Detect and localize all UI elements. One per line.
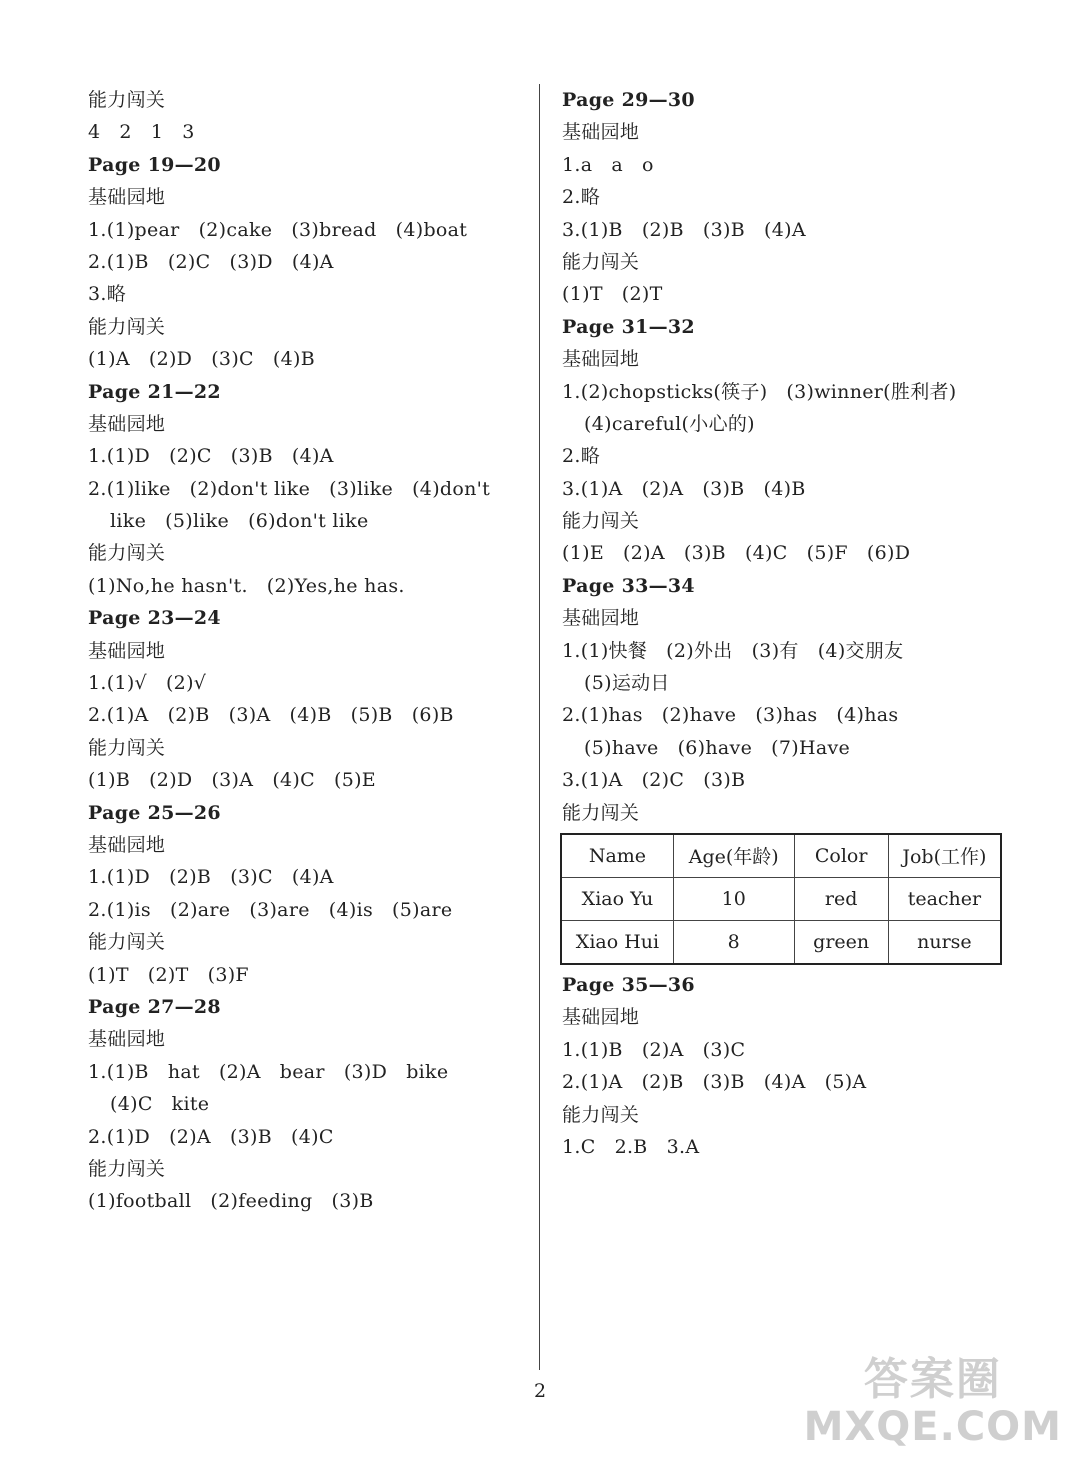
answer-line: (4)careful(小心的) xyxy=(584,412,755,435)
answer-line: 基础园地 xyxy=(562,121,640,144)
section-heading: Page 23—24 xyxy=(88,607,221,630)
answer-line: (5)have (6)have (7)Have xyxy=(584,736,851,759)
answer-line: 基础园地 xyxy=(562,1006,640,1029)
section-heading: Page 35—36 xyxy=(562,973,695,996)
answer-line: 基础园地 xyxy=(88,412,166,435)
answer-line: 3.(1)B (2)B (3)B (4)A xyxy=(562,218,806,241)
watermark-en: MXQE.COM xyxy=(803,1404,1062,1450)
watermark-logo xyxy=(803,1343,1062,1450)
answer-line: (1)E (2)A (3)B (4)C (5)F (6)D xyxy=(562,542,911,565)
answer-line: 1.(1)B (2)A (3)C xyxy=(562,1038,746,1061)
watermark-cn: 答案圈 xyxy=(863,1354,1002,1405)
table-header-cell: Job(工作) xyxy=(888,834,1001,878)
table-header-cell: Color xyxy=(794,834,888,878)
column-divider xyxy=(539,84,540,1370)
table-header-cell: Age(年龄) xyxy=(673,834,794,878)
answer-line: 2.(1)A (2)B (3)B (4)A (5)A xyxy=(562,1071,867,1094)
answer-line: 能力闯关 xyxy=(88,542,166,565)
answer-line: 能力闯关 xyxy=(88,89,166,111)
table-cell: teacher xyxy=(888,877,1001,920)
answer-line: 1.a a o xyxy=(562,153,654,176)
answer-line: 2.(1)B (2)C (3)D (4)A xyxy=(88,250,334,273)
answer-line: (1)football (2)feeding (3)B xyxy=(88,1190,374,1213)
table-row xyxy=(561,920,1001,964)
table-cell: Xiao Yu xyxy=(561,877,673,920)
answer-line: 能力闯关 xyxy=(562,801,640,824)
table-cell: nurse xyxy=(888,920,1001,964)
answer-line: 基础园地 xyxy=(562,348,640,371)
answer-line: 2.(1)like (2)don't like (3)like (4)don't xyxy=(88,477,491,500)
right-column-bottom xyxy=(562,969,1002,1163)
table-cell: green xyxy=(794,920,888,964)
answer-line: 1.C 2.B 3.A xyxy=(562,1135,700,1158)
answer-line: 能力闯关 xyxy=(562,250,640,273)
table-header-row xyxy=(561,834,1001,878)
answer-line: 能力闯关 xyxy=(88,1157,166,1180)
answer-line: 2.略 xyxy=(562,445,601,468)
table-row xyxy=(561,877,1001,920)
answer-line: 3.(1)A (2)A (3)B (4)B xyxy=(562,477,806,500)
answer-line: 1.(1)D (2)C (3)B (4)A xyxy=(88,445,334,468)
answer-line: 1.(1)D (2)B (3)C (4)A xyxy=(88,866,334,889)
answer-line: 基础园地 xyxy=(88,1028,166,1051)
table-cell: 8 xyxy=(673,920,794,964)
left-column xyxy=(88,84,528,1218)
section-heading: Page 19—20 xyxy=(88,153,221,176)
section-heading: Page 33—34 xyxy=(562,574,695,597)
answer-line: (1)T (2)T xyxy=(562,283,663,306)
section-heading: Page 31—32 xyxy=(562,315,695,338)
right-column-top xyxy=(562,84,1002,829)
answer-line: 能力闯关 xyxy=(562,510,640,533)
section-heading: Page 27—28 xyxy=(88,995,221,1018)
answer-line: (1)B (2)D (3)A (4)C (5)E xyxy=(88,769,376,792)
right-column xyxy=(562,84,1002,1163)
page-number: 2 xyxy=(533,1380,547,1402)
table-header-cell: Name xyxy=(561,834,673,878)
table-cell: red xyxy=(794,877,888,920)
answer-line: 基础园地 xyxy=(88,639,166,662)
answer-line: 1.(1)pear (2)cake (3)bread (4)boat xyxy=(88,218,468,241)
answer-line: 1.(1)快餐 (2)外出 (3)有 (4)交朋友 xyxy=(562,639,904,662)
answer-line: 3.(1)A (2)C (3)B xyxy=(562,769,746,792)
answer-line: (4)C kite xyxy=(110,1093,210,1116)
section-heading: Page 21—22 xyxy=(88,380,221,403)
answer-line: 能力闯关 xyxy=(88,315,166,338)
table-cell: Xiao Hui xyxy=(561,920,673,964)
answer-line: 基础园地 xyxy=(562,607,640,630)
answer-line: 能力闯关 xyxy=(562,1103,640,1126)
answer-line: 能力闯关 xyxy=(88,931,166,954)
answer-line: (1)T (2)T (3)F xyxy=(88,963,249,986)
answer-line: 1.(2)chopsticks(筷子) (3)winner(胜利者) xyxy=(562,380,957,403)
section-heading: Page 29—30 xyxy=(562,89,695,111)
answer-line: 1.(1)B hat (2)A bear (3)D bike xyxy=(88,1060,449,1083)
answer-line: 2.(1)is (2)are (3)are (4)is (5)are xyxy=(88,898,453,921)
answer-line: 1.(1)√ (2)√ xyxy=(88,672,207,695)
section-heading: Page 25—26 xyxy=(88,801,221,824)
answer-line: (1)A (2)D (3)C (4)B xyxy=(88,348,315,371)
answer-table xyxy=(560,833,1002,965)
answer-line: 3.略 xyxy=(88,283,127,306)
answer-line: 2.(1)D (2)A (3)B (4)C xyxy=(88,1125,334,1148)
answer-line: (1)No,he hasn't. (2)Yes,he has. xyxy=(88,574,405,597)
answer-line: 基础园地 xyxy=(88,186,166,209)
answer-line: 基础园地 xyxy=(88,833,166,856)
answer-line: 能力闯关 xyxy=(88,736,166,759)
answer-line: (5)运动日 xyxy=(584,672,670,695)
answer-line: 4 2 1 3 xyxy=(88,121,195,144)
answer-line: 2.(1)A (2)B (3)A (4)B (5)B (6)B xyxy=(88,704,454,727)
table-cell: 10 xyxy=(673,877,794,920)
answer-line: 2.(1)has (2)have (3)has (4)has xyxy=(562,704,899,727)
answer-line: 2.略 xyxy=(562,186,601,209)
answer-line: like (5)like (6)don't like xyxy=(110,510,369,533)
